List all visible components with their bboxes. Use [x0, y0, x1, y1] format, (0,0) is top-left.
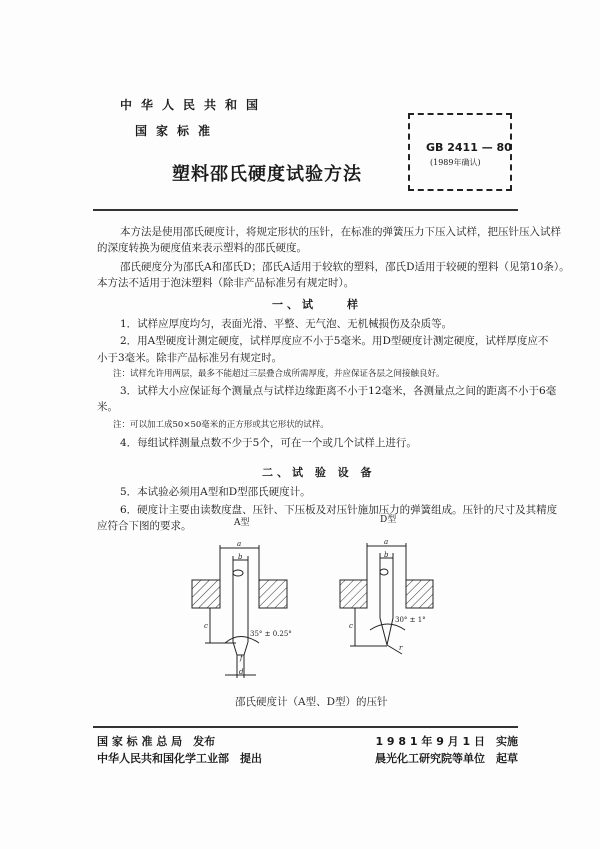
angle-a-label: 35° ± 0.25°	[250, 630, 292, 638]
dim-c-label: c	[349, 622, 353, 630]
intro-line: 的深度转换为硬度值来表示塑料的邵氏硬度。	[97, 242, 307, 254]
note-line: 注：可以加工成50×50毫米的正方形或其它形状的试样。	[113, 420, 329, 430]
figure-caption: 邵氏硬度计（A型、D型）的压针	[235, 696, 388, 708]
type-a-label: A型	[234, 518, 250, 528]
type-d-label: D型	[380, 515, 397, 525]
clause-line: 3．试样大小应保证每个测量点与试样边缘距离不小于12毫米，各测量点之间的距离不小于6毫	[120, 385, 557, 397]
confirmation-year: (1989年确认)	[430, 158, 481, 167]
angle-d-label: 30° ± 1°	[395, 616, 426, 624]
presser-foot-block	[406, 580, 433, 608]
footer-rule	[93, 726, 518, 728]
dim-r-label: r	[399, 644, 403, 652]
type-d-indenter	[340, 543, 433, 654]
dim-f-label: f	[240, 654, 243, 662]
intro-line: 本方法是使用邵氏硬度计，将规定形状的压针，在标准的弹簧压力下压入试样，把压针压入试样	[120, 226, 561, 238]
presser-foot-block	[259, 580, 287, 608]
dim-b-label: b	[238, 553, 243, 561]
dim-a-label: a	[384, 538, 389, 546]
note-line: 注：试样允许用两层，最多不能超过三层叠合成所需厚度，并应保证各层之间接触良好。	[113, 369, 445, 379]
clause-line: 5．本试验必须用A型和D型邵氏硬度计。	[120, 486, 311, 498]
document-title: 塑料邵氏硬度试验方法	[172, 164, 362, 185]
clause-line: 小于3毫米。除非产品标准另有规定时。	[97, 352, 283, 364]
dim-d-label: d	[239, 668, 244, 676]
proposer: 中华人民共和国化学工业部 提出	[97, 752, 262, 765]
standard-code: GB 2411 — 80	[426, 141, 512, 154]
drafter: 晨光化工研究院等单位 起草	[375, 752, 518, 765]
clause-line: 应符合下图的要求。	[97, 520, 192, 532]
section-heading: 二、试 验 设 备	[262, 466, 376, 479]
presser-foot-block	[340, 580, 367, 608]
clause-line: 4．每组试样测量点数不少于5个，可在一个或几个试样上进行。	[120, 437, 417, 449]
dim-c-label: c	[204, 622, 208, 630]
standard-type: 国家标准	[135, 124, 220, 138]
country-name: 中华人民共和国	[120, 98, 268, 112]
intro-line: 本方法不适用于泡沫塑料（除非产品标准另有规定时）。	[97, 277, 355, 289]
clause-line: 6．硬度计主要由读数度盘、压针、下压板及对压针施加压力的弹簧组成。压针的尺寸及其精度	[120, 504, 558, 516]
clause-line: 米。	[97, 401, 118, 413]
effective-date: 1 9 8 1 年 9 月 1 日 实施	[375, 735, 518, 748]
clause-line: 1．试样应厚度均匀，表面光滑、平整、无气泡、无机械损伤及杂质等。	[120, 318, 453, 330]
section-heading: 一、试 样	[272, 298, 362, 311]
dim-a-label: a	[237, 540, 242, 548]
clause-line: 2．用A型硬度计测定硬度，试样厚度应不小于5毫米。用D型硬度计测定硬度，试样厚度应不	[120, 335, 549, 347]
dim-b-label: b	[384, 551, 389, 559]
issuer: 国 家 标 准 总 局 发布	[97, 735, 216, 748]
intro-line: 邵氏硬度分为邵氏A和邵氏D；邵氏A适用于较软的塑料，邵氏D适用于较硬的塑料（见第10条）。	[120, 261, 570, 273]
presser-foot-block	[192, 580, 220, 608]
